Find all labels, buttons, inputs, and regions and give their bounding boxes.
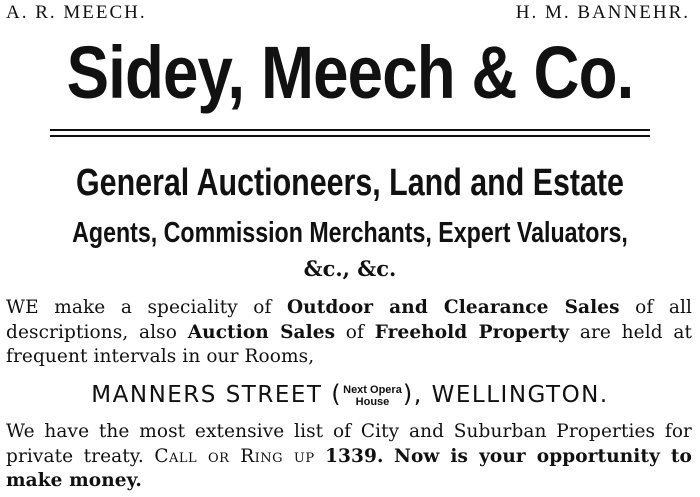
address-note-line2: House [355, 395, 390, 408]
address-note-line1: Next Opera [343, 383, 402, 396]
city-name: WELLINGTON. [431, 382, 609, 408]
properties-text-1: We have the most extensive list of City and Suburban Properties for private treaty. [6, 421, 692, 467]
properties-paragraph [6, 420, 692, 494]
call-text: Call or Ring up [154, 445, 315, 467]
partners-line [6, 2, 690, 24]
open-paren: ( [331, 380, 343, 408]
partner-left: A. R. MEECH. [6, 2, 147, 23]
address-line [0, 378, 700, 411]
divider-rule-bottom [50, 135, 650, 137]
speciality-bold-outdoor: Outdoor and Clearance Sales [286, 297, 620, 318]
street-name: MANNERS STREET [91, 382, 323, 408]
divider-rule-top [50, 129, 650, 131]
close-paren: ), [402, 380, 423, 408]
services-heading-line2: Agents, Commission Merchants, Expert Valuators, [72, 217, 628, 249]
speciality-text-1: WE make a speciality of [6, 297, 287, 318]
services-heading-line3: &c., &c. [303, 256, 397, 281]
speciality-text-2: of all descriptions, also [6, 297, 692, 343]
speciality-bold-freehold: Freehold Property [374, 321, 570, 343]
services-heading-line1: General Auctioneers, Land and Estate [76, 162, 624, 204]
phone-number: 1339. [325, 445, 384, 467]
partner-right: H. M. BANNEHR. [515, 2, 690, 23]
speciality-paragraph [6, 296, 692, 370]
opportunity-text: Now is your opportunity to make money. [6, 445, 692, 491]
speciality-text-4: are held at frequent intervals in our Rooms, [6, 321, 692, 367]
firm-name: Sidey, Meech & Co. [66, 31, 634, 114]
speciality-text-3: of [335, 321, 375, 343]
speciality-bold-auction: Auction Sales [187, 321, 336, 343]
address-note [343, 384, 402, 408]
